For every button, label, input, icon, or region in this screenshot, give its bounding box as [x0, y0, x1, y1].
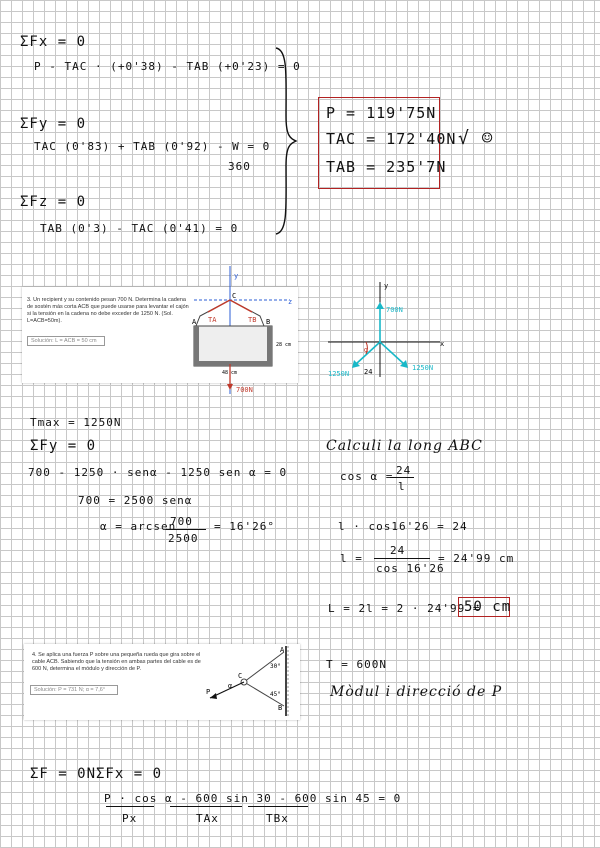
- calc-title: Calculi la long ABC: [326, 438, 483, 454]
- p4-label-alpha: α: [228, 682, 233, 690]
- fraction-bar-2: [390, 477, 414, 478]
- fig-dim-bottom: 48 cm: [222, 370, 238, 376]
- l2-left: l =: [340, 552, 363, 565]
- tension-value: T = 600N: [326, 658, 387, 671]
- p4-label-a: A: [280, 646, 285, 654]
- final-answer: 50 cm: [464, 599, 512, 615]
- sum-fx-label-3: ΣFx = 0: [96, 766, 163, 782]
- weight-value: 360: [228, 160, 251, 173]
- fig-axis-z: z: [288, 298, 293, 306]
- fig-label-b: B: [266, 318, 271, 326]
- p4-label-c: C: [238, 672, 243, 680]
- result-tab: TAB = 235'7N: [326, 158, 447, 176]
- equation-3-left: α = arcsen: [100, 520, 177, 533]
- l2-den: cos 16'26: [376, 562, 445, 575]
- fraction-bar-3: [374, 558, 430, 559]
- p4-label-45: 45°: [270, 691, 281, 698]
- tmax-label: Tmax = 1250N: [30, 416, 122, 429]
- underline-tax: [170, 806, 242, 807]
- problem-3-solution: Solución: L = ACB = 50 cm: [27, 336, 105, 346]
- equation-px: P · cos α - 600 sin 30 - 600 sin 45 = 0: [104, 792, 402, 805]
- sum-fx-label: ΣFx = 0: [20, 34, 87, 50]
- system-brace: [274, 46, 304, 236]
- sum-fy-label: ΣFy = 0: [20, 116, 87, 132]
- p4-label-30: 30°: [270, 663, 281, 670]
- l-equation: l · cos16'26 = 24: [338, 520, 468, 533]
- underline-px: [106, 806, 154, 807]
- label-tax: TAx: [196, 812, 219, 825]
- fig-label-a: A: [192, 318, 197, 326]
- fig-label-tb: TB: [248, 316, 257, 324]
- equation-1: 700 - 1250 · senα - 1250 sen α = 0: [28, 466, 288, 479]
- equation-3-den: 2500: [168, 532, 199, 545]
- equation-3-num: 700: [170, 515, 193, 528]
- fbd-up-force: 700N: [386, 306, 403, 314]
- sum-fz-label: ΣFz = 0: [20, 194, 87, 210]
- equation-3-result: = 16'26°: [214, 520, 275, 533]
- problem-3-figure: [186, 264, 301, 398]
- fbd-axis-x: x: [440, 340, 445, 348]
- p4-label-b: B: [278, 704, 283, 712]
- problem-3-text: 3. Un recipient y su contenido pesan 700 N. Determina la cadena de sostén más corta ACB que puede usarse para levantar el cajón si la tensión en la cadena no debe exceder de 1250 N. (Sol. L=ACB=50m).: [27, 297, 189, 324]
- label-px: Px: [122, 812, 138, 825]
- underline-tbx: [248, 806, 308, 807]
- fig-label-ta: TA: [208, 316, 217, 324]
- label-tbx: TBx: [266, 812, 289, 825]
- fig-label-c: C: [232, 292, 237, 300]
- problem-4-solution: Solución: P = 731 N; α = 7,6°: [30, 685, 118, 695]
- check-mark: √ ☺: [458, 128, 494, 149]
- fbd-axis-y: y: [384, 282, 389, 290]
- result-p: P = 119'75N: [326, 104, 437, 122]
- cos-num: 24: [396, 464, 412, 477]
- equation-fz: TAB (0'3) - TAC (0'41) = 0: [40, 222, 239, 235]
- p4-label-p: P: [206, 688, 211, 696]
- fig-weight: 700N: [236, 386, 253, 394]
- fbd-right-force: 1250N: [412, 364, 434, 372]
- l2-num: 24: [390, 544, 406, 557]
- fig-dim-right: 28 cm: [276, 342, 292, 348]
- fig-axis-y: y: [234, 272, 239, 280]
- equation-fy: TAC (0'83) + TAB (0'92) - W = 0: [34, 140, 271, 153]
- problem-4-text: 4. Se aplica una fuerza P sobre una pequeña rueda que gira sobre el cable ACB. Sabiendo que la tensión en ambas partes del cable es de 600 N, determina el módulo y dirección de P.: [32, 652, 201, 672]
- equation-2: 700 = 2500 senα: [78, 494, 193, 507]
- equation-fx: P - TAC · (+0'38) - TAB (+0'23) = 0: [34, 60, 301, 73]
- sum-fy-label-2: ΣFy = 0: [30, 438, 97, 454]
- l2-result: = 24'99 cm: [438, 552, 515, 565]
- free-body-diagram: [320, 282, 460, 382]
- sum-f-label: ΣF = 0N: [30, 766, 97, 782]
- result-tac: TAC = 172'40N: [326, 130, 457, 148]
- fbd-alpha: α: [364, 346, 369, 354]
- problem-4-figure: [200, 644, 300, 720]
- fraction-bar-1: [166, 529, 206, 530]
- cos-den: l: [398, 480, 406, 493]
- total-length-equation: L = 2l = 2 · 24'99 =: [328, 602, 481, 615]
- modul-direccio: Mòdul i direcció de P: [330, 684, 503, 700]
- fbd-24: 24: [364, 368, 373, 376]
- cos-left: cos α =: [340, 470, 394, 483]
- fbd-left-force: 1250N: [328, 370, 350, 378]
